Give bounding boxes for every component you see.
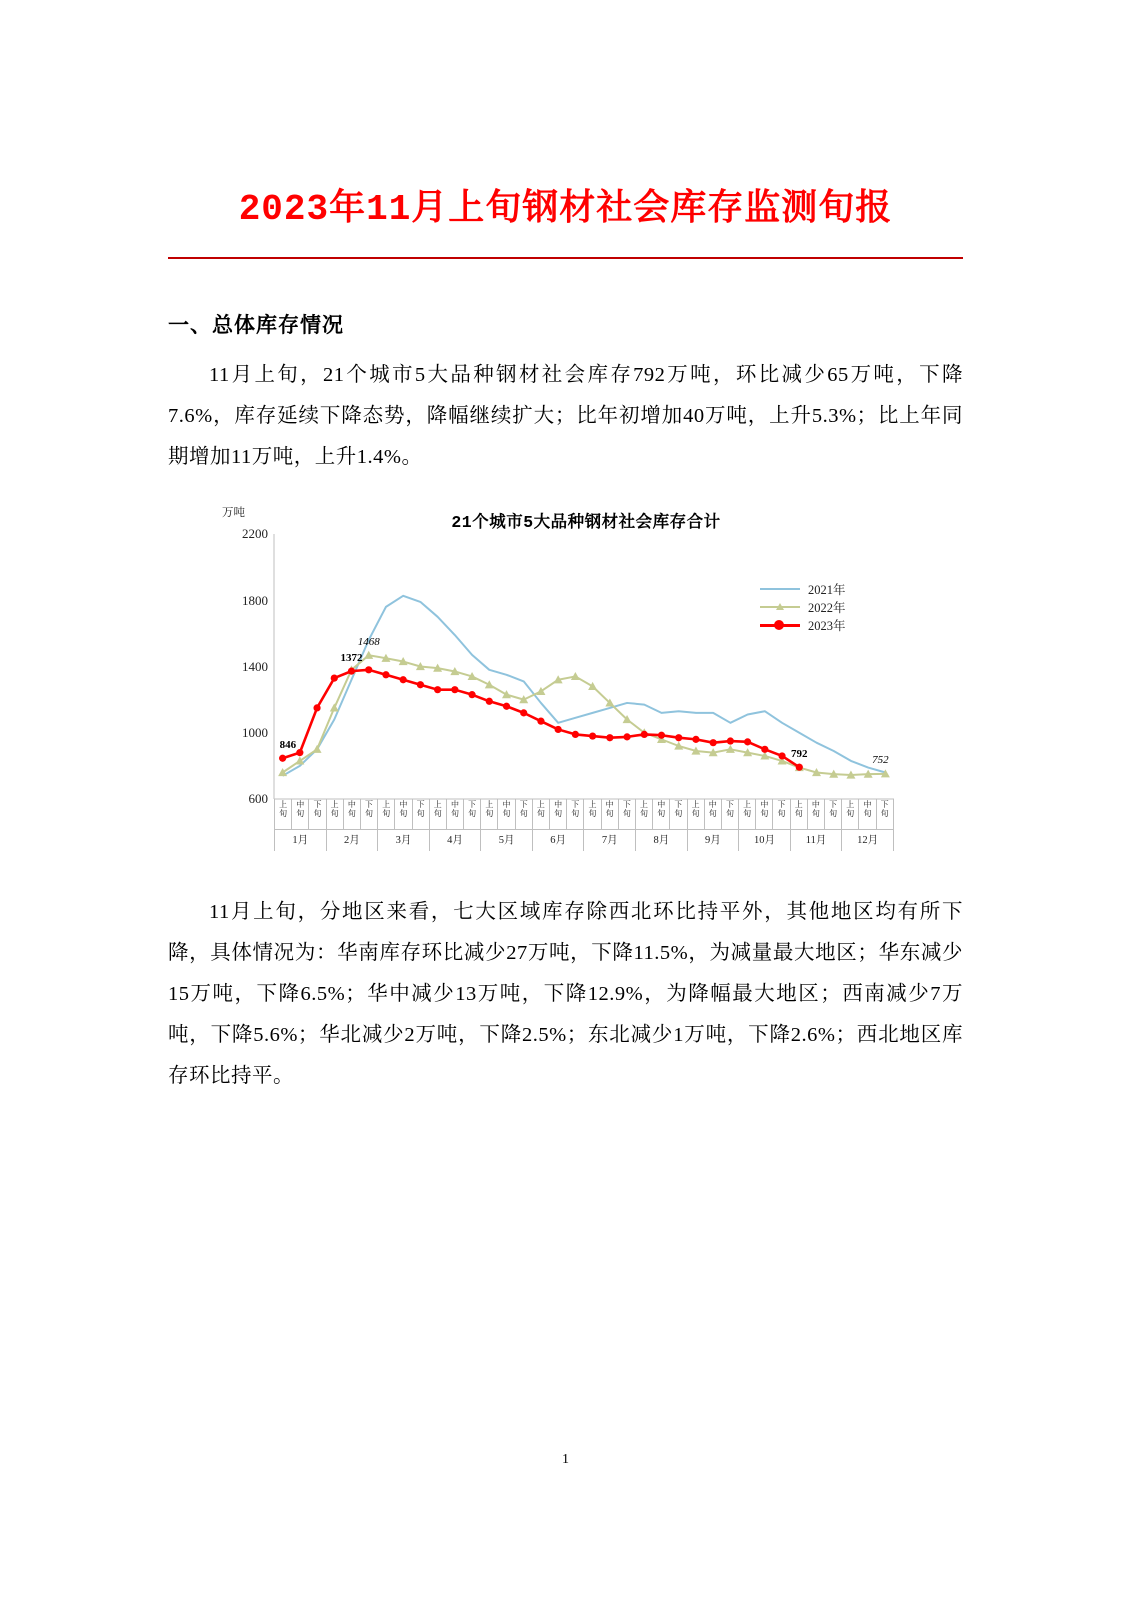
paragraph-regional-inventory: 11月上旬，分地区来看，七大区域库存除西北环比持平外，其他地区均有所下降，具体情况为：华南库存环比减少27万吨，下降11.5%，为减量最大地区；华东减少15万吨，下降6.5%；华中减少13万吨，下降12.9%，为降幅最大地区；西南减少7万吨，下降5.6%；华北减少2万吨，下降2.5%；东北减少1万吨，下降2.6%；西北地区库存环比持平。 bbox=[168, 901, 963, 1088]
chart-x-month-tick: 1月 bbox=[274, 829, 326, 851]
chart-marker-2023 bbox=[623, 734, 630, 741]
chart-point-label: 792 bbox=[791, 747, 808, 760]
chart-x-decade-tick: 中 旬 bbox=[343, 799, 360, 829]
chart-marker-2023 bbox=[451, 686, 458, 693]
chart-x-decade-tick: 中 旬 bbox=[807, 799, 824, 829]
chart-svg bbox=[274, 534, 894, 799]
chart-x-decade-tick: 下 旬 bbox=[463, 799, 480, 829]
chart-x-decade-tick: 中 旬 bbox=[549, 799, 566, 829]
chart-x-decade-tick: 上 旬 bbox=[583, 799, 600, 829]
chart-x-month-tick: 12月 bbox=[841, 829, 894, 851]
chart-marker-2023 bbox=[692, 736, 699, 743]
chart-x-decade-tick: 下 旬 bbox=[669, 799, 686, 829]
chart-x-month-tick: 3月 bbox=[377, 829, 429, 851]
chart-plot-area bbox=[242, 526, 894, 807]
chart-marker-2023 bbox=[675, 735, 682, 742]
title-divider bbox=[168, 257, 963, 259]
legend-item-2021 bbox=[760, 580, 910, 598]
chart-x-decade-tick: 中 旬 bbox=[601, 799, 618, 829]
chart-x-month-tick: 4月 bbox=[429, 829, 481, 851]
chart-marker-2023 bbox=[606, 735, 613, 742]
chart-marker-2023 bbox=[382, 672, 389, 679]
chart-marker-2023 bbox=[537, 718, 544, 725]
chart-marker-2023 bbox=[555, 726, 562, 733]
chart-x-month-tick: 2月 bbox=[326, 829, 378, 851]
chart-marker-2023 bbox=[417, 682, 424, 689]
chart-marker-2023 bbox=[279, 755, 286, 762]
chart-x-decade-tick: 下 旬 bbox=[772, 799, 789, 829]
chart-x-month-tick: 8月 bbox=[635, 829, 687, 851]
chart-x-decade-tick: 下 旬 bbox=[618, 799, 635, 829]
chart-x-decade-tick: 中 旬 bbox=[652, 799, 669, 829]
legend-label-2021: 2021年 bbox=[808, 583, 846, 598]
chart-x-decade-tick: 下 旬 bbox=[308, 799, 325, 829]
chart-title: 21个城市5大品种钢材社会库存合计 bbox=[451, 513, 721, 533]
chart-x-decade-tick: 上 旬 bbox=[635, 799, 652, 829]
chart-x-decade-tick: 下 旬 bbox=[721, 799, 738, 829]
page-number: 1 bbox=[562, 1452, 569, 1467]
chart-marker-2022 bbox=[330, 704, 339, 712]
chart-marker-2023 bbox=[348, 668, 355, 675]
chart-y-tick: 600 bbox=[248, 791, 268, 807]
chart-marker-2023 bbox=[313, 705, 320, 712]
chart-x-month-tick: 7月 bbox=[583, 829, 635, 851]
legend-swatch-2022-icon bbox=[760, 606, 800, 608]
chart-marker-2022 bbox=[571, 672, 580, 680]
chart-marker-2023 bbox=[486, 698, 493, 705]
chart-x-decade-tick: 上 旬 bbox=[687, 799, 704, 829]
chart-x-decade-tick: 下 旬 bbox=[566, 799, 583, 829]
chart-point-label: 752 bbox=[872, 754, 889, 767]
chart-marker-2022 bbox=[588, 682, 597, 690]
chart-x-decade-ticks bbox=[274, 799, 894, 829]
chart-x-decade-tick: 中 旬 bbox=[497, 799, 514, 829]
figure-total-inventory-chart bbox=[168, 502, 963, 862]
chart-x-decade-tick: 上 旬 bbox=[274, 799, 291, 829]
chart-y-tick: 1000 bbox=[242, 725, 268, 741]
section-heading-overall-inventory: 一、总体库存情况 bbox=[168, 316, 344, 340]
chart-marker-2023 bbox=[796, 764, 803, 771]
page-title: 2023年11月上旬钢材社会库存监测旬报 bbox=[238, 189, 893, 230]
chart-y-tick: 1400 bbox=[242, 658, 268, 674]
chart-x-axis bbox=[274, 799, 894, 851]
chart-marker-2022 bbox=[726, 745, 735, 753]
chart-marker-2023 bbox=[744, 739, 751, 746]
chart-x-decade-tick: 上 旬 bbox=[738, 799, 755, 829]
chart-x-decade-tick: 下 旬 bbox=[515, 799, 532, 829]
chart-legend bbox=[760, 580, 910, 634]
chart-marker-2023 bbox=[331, 675, 338, 682]
chart-point-label: 846 bbox=[279, 738, 297, 751]
chart-marker-2023 bbox=[761, 746, 768, 753]
chart-x-decade-tick: 中 旬 bbox=[291, 799, 308, 829]
chart-x-decade-tick: 中 旬 bbox=[704, 799, 721, 829]
legend-label-2023: 2023年 bbox=[808, 619, 846, 634]
chart-x-decade-tick: 上 旬 bbox=[841, 799, 858, 829]
chart-y-tick: 1800 bbox=[242, 592, 268, 608]
chart-x-month-tick: 9月 bbox=[687, 829, 739, 851]
legend-item-2022 bbox=[760, 598, 910, 616]
chart-marker-2023 bbox=[658, 732, 665, 739]
chart-x-decade-tick: 上 旬 bbox=[429, 799, 446, 829]
chart-marker-2023 bbox=[400, 677, 407, 684]
chart-marker-2023 bbox=[468, 691, 475, 698]
chart-marker-2023 bbox=[727, 738, 734, 745]
chart-marker-2022 bbox=[502, 691, 511, 699]
chart-x-month-tick: 5月 bbox=[480, 829, 532, 851]
chart-x-decade-tick: 中 旬 bbox=[394, 799, 411, 829]
chart-marker-2022 bbox=[313, 745, 322, 753]
chart-marker-2023 bbox=[589, 733, 596, 740]
chart-x-decade-tick: 下 旬 bbox=[360, 799, 377, 829]
chart-marker-2023 bbox=[572, 731, 579, 738]
chart-marker-2023 bbox=[710, 739, 717, 746]
chart-x-decade-tick: 中 旬 bbox=[755, 799, 772, 829]
chart-x-decade-tick: 下 旬 bbox=[876, 799, 894, 829]
legend-swatch-2023-icon bbox=[760, 624, 800, 627]
chart-x-decade-tick: 下 旬 bbox=[824, 799, 841, 829]
chart-y-tick: 2200 bbox=[242, 526, 268, 542]
chart-x-decade-tick: 中 旬 bbox=[858, 799, 875, 829]
chart-x-decade-tick: 上 旬 bbox=[326, 799, 343, 829]
chart-container bbox=[216, 502, 916, 862]
paragraph-overall-inventory: 11月上旬，21个城市5大品种钢材社会库存792万吨，环比减少65万吨，下降7.6%，库存延续下降态势，降幅继续扩大；比年初增加40万吨，上升5.3%；比上年同期增加11万吨，上升1.4%。 bbox=[168, 364, 963, 469]
chart-x-decade-tick: 上 旬 bbox=[532, 799, 549, 829]
chart-marker-2023 bbox=[520, 710, 527, 717]
chart-x-month-tick: 10月 bbox=[738, 829, 790, 851]
chart-x-decade-tick: 上 旬 bbox=[480, 799, 497, 829]
document-content bbox=[168, 0, 963, 1097]
chart-x-month-ticks bbox=[274, 829, 894, 851]
chart-point-label: 1468 bbox=[357, 635, 380, 648]
chart-marker-2023 bbox=[778, 753, 785, 760]
chart-x-decade-tick: 上 旬 bbox=[377, 799, 394, 829]
chart-y-unit-label: 万吨 bbox=[222, 507, 245, 520]
chart-marker-2023 bbox=[434, 686, 441, 693]
chart-x-decade-tick: 上 旬 bbox=[790, 799, 807, 829]
chart-point-label: 1372 bbox=[340, 651, 363, 664]
chart-x-decade-tick: 下 旬 bbox=[412, 799, 429, 829]
legend-label-2022: 2022年 bbox=[808, 601, 846, 616]
legend-swatch-2021-icon bbox=[760, 588, 800, 590]
chart-marker-2023 bbox=[503, 703, 510, 710]
chart-marker-2023 bbox=[365, 667, 372, 674]
chart-x-month-tick: 6月 bbox=[532, 829, 584, 851]
chart-marker-2023 bbox=[296, 749, 303, 756]
chart-x-month-tick: 11月 bbox=[790, 829, 842, 851]
legend-item-2023 bbox=[760, 616, 910, 634]
chart-marker-2023 bbox=[641, 731, 648, 738]
chart-x-decade-tick: 中 旬 bbox=[446, 799, 463, 829]
